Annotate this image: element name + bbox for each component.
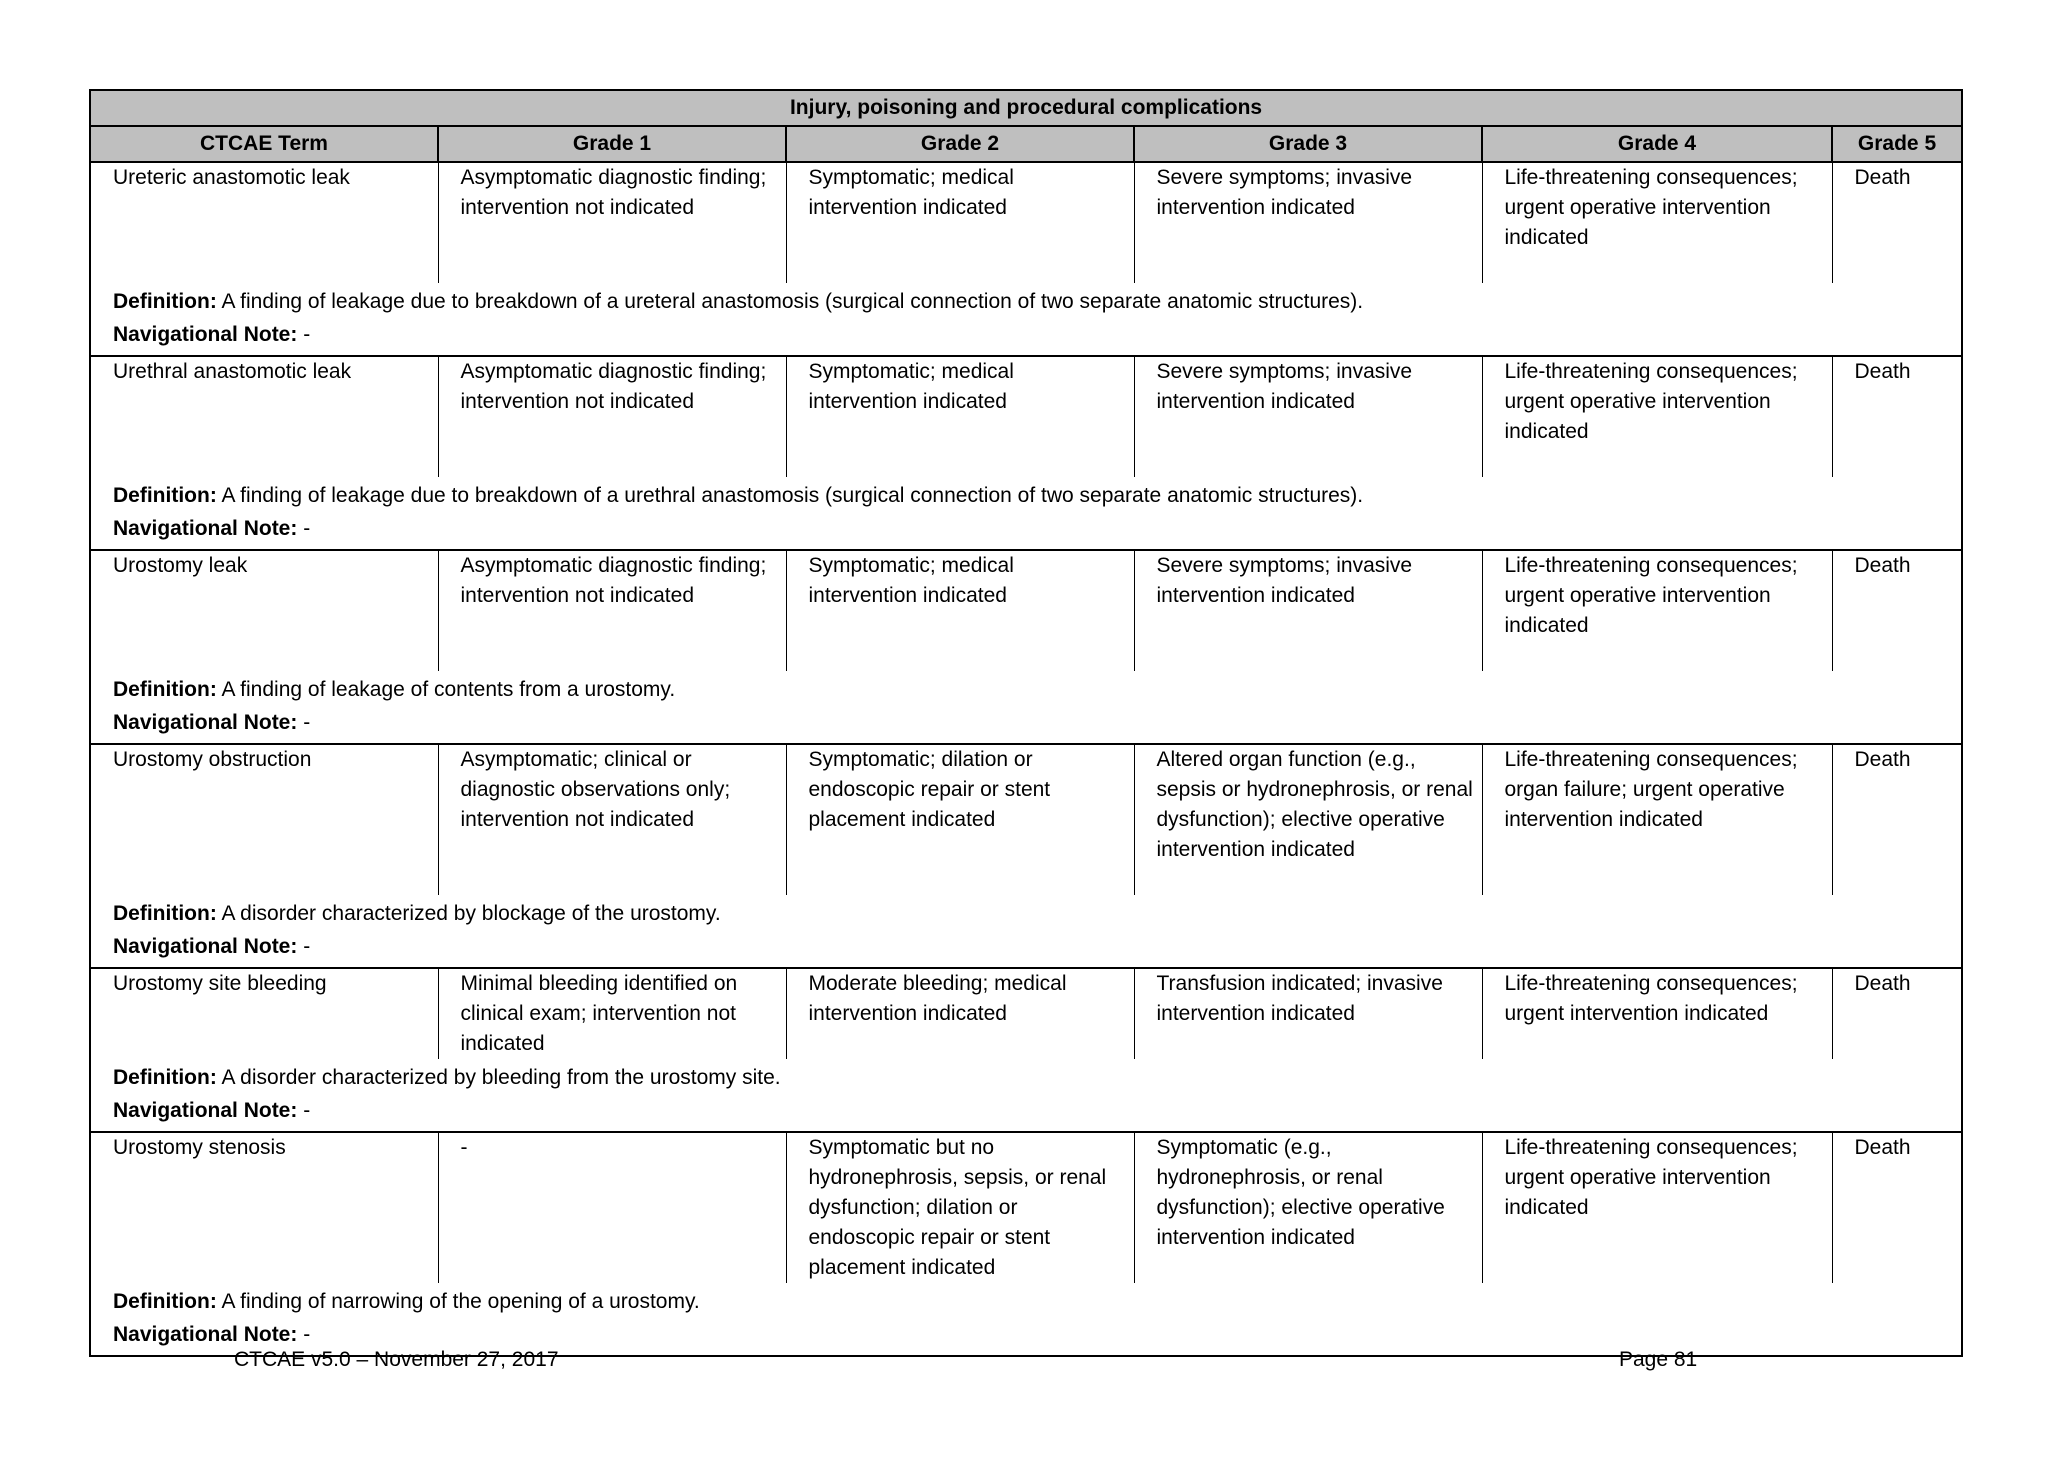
definition-cell bbox=[90, 477, 1962, 550]
grade-3-cell: Transfusion indicated; invasive intervention indicated bbox=[1134, 968, 1482, 1059]
grade-5-cell: Death bbox=[1832, 968, 1962, 1059]
grade-5-cell: Death bbox=[1832, 356, 1962, 477]
header-grade-2: Grade 2 bbox=[786, 126, 1134, 162]
definition-text: A disorder characterized by bleeding from the urostomy site. bbox=[221, 1066, 781, 1089]
definition-cell bbox=[90, 1059, 1962, 1132]
definition-text: A finding of leakage due to breakdown of a ureteral anastomosis (surgical connection of two separate anatomic structures). bbox=[221, 290, 1364, 313]
grade-1-cell: Minimal bleeding identified on clinical exam; intervention not indicated bbox=[438, 968, 786, 1059]
ctcae-table bbox=[89, 89, 1963, 1357]
header-ctcae-term: CTCAE Term bbox=[90, 126, 438, 162]
definition-label: Definition: bbox=[113, 902, 217, 925]
table-row bbox=[90, 162, 1962, 283]
navigational-note-label: Navigational Note: bbox=[113, 1323, 298, 1346]
grade-2-cell: Symptomatic; medical intervention indicated bbox=[786, 162, 1134, 283]
ctcae-term-cell: Urostomy obstruction bbox=[90, 744, 438, 895]
grade-4-cell: Life-threatening consequences; organ failure; urgent operative intervention indicated bbox=[1482, 744, 1832, 895]
table-title: Injury, poisoning and procedural complications bbox=[90, 90, 1962, 126]
definition-line bbox=[113, 673, 1953, 706]
ctcae-term-cell: Urethral anastomotic leak bbox=[90, 356, 438, 477]
grade-2-cell: Moderate bleeding; medical intervention indicated bbox=[786, 968, 1134, 1059]
definition-cell bbox=[90, 283, 1962, 356]
navigational-note-text: - bbox=[303, 711, 311, 734]
table-row bbox=[90, 1132, 1962, 1283]
header-grade-3: Grade 3 bbox=[1134, 126, 1482, 162]
definition-text: A finding of leakage due to breakdown of a urethral anastomosis (surgical connection of two separate anatomic structures). bbox=[221, 484, 1364, 507]
table-row bbox=[90, 356, 1962, 477]
footer-version-date: CTCAE v5.0 – November 27, 2017 bbox=[234, 1348, 559, 1371]
grade-3-cell: Severe symptoms; invasive intervention indicated bbox=[1134, 162, 1482, 283]
definition-line bbox=[113, 285, 1953, 318]
definition-text: A disorder characterized by blockage of the urostomy. bbox=[221, 902, 721, 925]
definition-label: Definition: bbox=[113, 484, 217, 507]
grade-4-cell: Life-threatening consequences; urgent operative intervention indicated bbox=[1482, 356, 1832, 477]
navigational-note-line bbox=[113, 512, 1953, 545]
navigational-note-line bbox=[113, 930, 1953, 963]
definition-text: A finding of narrowing of the opening of a urostomy. bbox=[221, 1290, 700, 1313]
header-grade-4: Grade 4 bbox=[1482, 126, 1832, 162]
definition-row bbox=[90, 283, 1962, 356]
grade-4-cell: Life-threatening consequences; urgent operative intervention indicated bbox=[1482, 162, 1832, 283]
table-body bbox=[90, 162, 1962, 1356]
grade-3-cell: Severe symptoms; invasive intervention indicated bbox=[1134, 356, 1482, 477]
grade-4-cell: Life-threatening consequences; urgent operative intervention indicated bbox=[1482, 1132, 1832, 1283]
table-row bbox=[90, 744, 1962, 895]
definition-line bbox=[113, 1285, 1953, 1318]
definition-row bbox=[90, 1059, 1962, 1132]
definition-row bbox=[90, 671, 1962, 744]
header-grade-1: Grade 1 bbox=[438, 126, 786, 162]
ctcae-term-cell: Urostomy stenosis bbox=[90, 1132, 438, 1283]
header-grade-5: Grade 5 bbox=[1832, 126, 1962, 162]
table-row bbox=[90, 550, 1962, 671]
grade-1-cell: Asymptomatic diagnostic finding; intervention not indicated bbox=[438, 356, 786, 477]
grade-2-cell: Symptomatic; medical intervention indicated bbox=[786, 550, 1134, 671]
grade-4-cell: Life-threatening consequences; urgent intervention indicated bbox=[1482, 968, 1832, 1059]
definition-cell bbox=[90, 1283, 1962, 1356]
navigational-note-label: Navigational Note: bbox=[113, 935, 298, 958]
grade-1-cell: - bbox=[438, 1132, 786, 1283]
definition-row bbox=[90, 1283, 1962, 1356]
navigational-note-label: Navigational Note: bbox=[113, 323, 298, 346]
definition-line bbox=[113, 1061, 1953, 1094]
table-row bbox=[90, 968, 1962, 1059]
navigational-note-text: - bbox=[303, 1323, 311, 1346]
definition-label: Definition: bbox=[113, 678, 217, 701]
table-header-row bbox=[90, 126, 1962, 162]
table-title-row bbox=[90, 90, 1962, 126]
navigational-note-text: - bbox=[303, 935, 311, 958]
grade-2-cell: Symptomatic but no hydronephrosis, sepsis, or renal dysfunction; dilation or endoscopic repair or stent placement indicated bbox=[786, 1132, 1134, 1283]
navigational-note-label: Navigational Note: bbox=[113, 711, 298, 734]
definition-label: Definition: bbox=[113, 1066, 217, 1089]
grade-1-cell: Asymptomatic; clinical or diagnostic observations only; intervention not indicated bbox=[438, 744, 786, 895]
definition-text: A finding of leakage of contents from a urostomy. bbox=[221, 678, 676, 701]
definition-cell bbox=[90, 671, 1962, 744]
grade-3-cell: Severe symptoms; invasive intervention indicated bbox=[1134, 550, 1482, 671]
navigational-note-line bbox=[113, 1094, 1953, 1127]
grade-3-cell: Altered organ function (e.g., sepsis or hydronephrosis, or renal dysfunction); elective operative intervention indicated bbox=[1134, 744, 1482, 895]
grade-5-cell: Death bbox=[1832, 744, 1962, 895]
ctcae-term-cell: Urostomy site bleeding bbox=[90, 968, 438, 1059]
navigational-note-line bbox=[113, 1318, 1953, 1351]
navigational-note-line bbox=[113, 318, 1953, 351]
grade-3-cell: Symptomatic (e.g., hydronephrosis, or renal dysfunction); elective operative intervention indicated bbox=[1134, 1132, 1482, 1283]
definition-line bbox=[113, 897, 1953, 930]
grade-1-cell: Asymptomatic diagnostic finding; intervention not indicated bbox=[438, 550, 786, 671]
ctcae-term-cell: Ureteric anastomotic leak bbox=[90, 162, 438, 283]
navigational-note-text: - bbox=[303, 323, 311, 346]
definition-cell bbox=[90, 895, 1962, 968]
definition-row bbox=[90, 477, 1962, 550]
footer-page-number: Page 81 bbox=[1619, 1348, 1698, 1371]
definition-label: Definition: bbox=[113, 290, 217, 313]
grade-2-cell: Symptomatic; medical intervention indicated bbox=[786, 356, 1134, 477]
definition-row bbox=[90, 895, 1962, 968]
grade-5-cell: Death bbox=[1832, 1132, 1962, 1283]
navigational-note-label: Navigational Note: bbox=[113, 1099, 298, 1122]
grade-5-cell: Death bbox=[1832, 162, 1962, 283]
grade-2-cell: Symptomatic; dilation or endoscopic repair or stent placement indicated bbox=[786, 744, 1134, 895]
navigational-note-label: Navigational Note: bbox=[113, 517, 298, 540]
grade-5-cell: Death bbox=[1832, 550, 1962, 671]
navigational-note-text: - bbox=[303, 517, 311, 540]
ctcae-term-cell: Urostomy leak bbox=[90, 550, 438, 671]
definition-label: Definition: bbox=[113, 1290, 217, 1313]
navigational-note-line bbox=[113, 706, 1953, 739]
grade-1-cell: Asymptomatic diagnostic finding; intervention not indicated bbox=[438, 162, 786, 283]
navigational-note-text: - bbox=[303, 1099, 311, 1122]
grade-4-cell: Life-threatening consequences; urgent operative intervention indicated bbox=[1482, 550, 1832, 671]
definition-line bbox=[113, 479, 1953, 512]
